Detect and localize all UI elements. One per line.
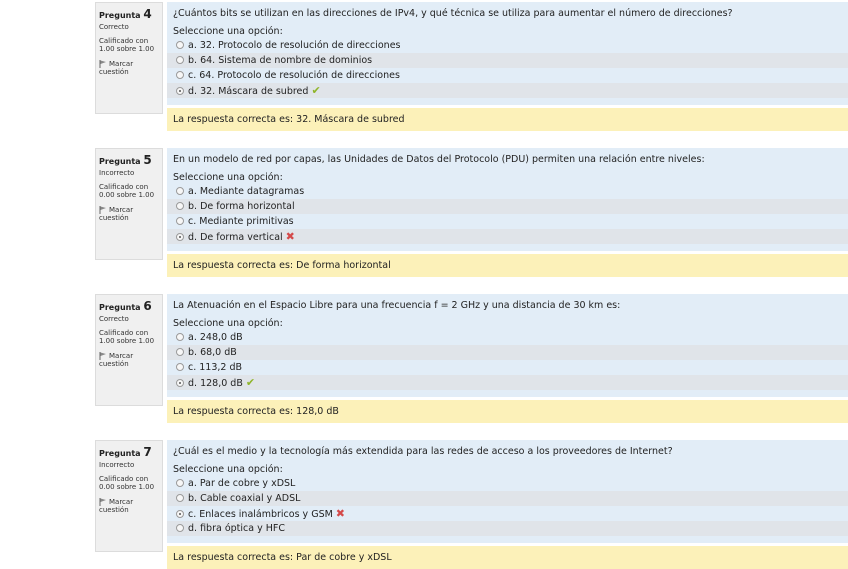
- question-number: [99, 153, 159, 167]
- answer-option-label: d. 128,0 dB: [188, 378, 243, 389]
- answer-option[interactable]: [167, 199, 848, 214]
- answer-option-label: d. De forma vertical: [188, 232, 283, 243]
- answer-option[interactable]: [167, 214, 848, 229]
- question-content: [167, 148, 848, 251]
- correct-answer-feedback: La respuesta correcta es: De forma horizontal: [167, 254, 848, 277]
- answer-option[interactable]: [167, 345, 848, 360]
- correct-answer-feedback: La respuesta correcta es: Par de cobre y xDSL: [167, 546, 848, 569]
- question-state: Correcto: [99, 23, 129, 31]
- check-icon: ✔: [245, 376, 256, 389]
- answer-options: [167, 184, 848, 244]
- answer-option[interactable]: [167, 38, 848, 53]
- answer-option-label: a. Par de cobre y xDSL: [188, 478, 296, 489]
- radio-button[interactable]: [176, 187, 184, 195]
- question-number-value: 7: [143, 445, 152, 459]
- select-option-prompt: Seleccione una opción:: [173, 26, 283, 37]
- check-icon: ✔: [311, 84, 321, 97]
- answer-option[interactable]: [167, 521, 848, 536]
- answer-option-label: a. 32. Protocolo de resolución de direcciones: [188, 40, 401, 51]
- flag-icon: [99, 498, 107, 506]
- question-number: [99, 445, 159, 459]
- question-label: Pregunta: [99, 157, 141, 166]
- answer-option[interactable]: [167, 360, 848, 375]
- flag-icon: [99, 206, 107, 214]
- answer-option-label: b. De forma horizontal: [188, 201, 295, 212]
- question-info: [95, 294, 163, 406]
- radio-button[interactable]: [176, 348, 184, 356]
- radio-button[interactable]: [176, 363, 184, 371]
- answer-option-label: c. 64. Protocolo de resolución de direcciones: [188, 70, 400, 81]
- answer-option-label: a. Mediante datagramas: [188, 186, 305, 197]
- question-label: Pregunta: [99, 449, 141, 458]
- question-grade: Calificado con 1.00 sobre 1.00: [99, 37, 155, 53]
- answer-option-label: b. Cable coaxial y ADSL: [188, 493, 301, 504]
- answer-option-label: c. Enlaces inalámbricos y GSM: [188, 509, 333, 520]
- flag-question-link[interactable]: [99, 206, 159, 222]
- flag-question-link[interactable]: [99, 352, 159, 368]
- correct-answer-feedback: La respuesta correcta es: 32. Máscara de subred: [167, 108, 848, 131]
- answer-option-label: d. 32. Máscara de subred: [188, 86, 309, 97]
- cross-icon: ✖: [285, 230, 295, 243]
- question-state: Correcto: [99, 315, 129, 323]
- radio-button[interactable]: [176, 202, 184, 210]
- answer-option[interactable]: [167, 184, 848, 199]
- answer-option[interactable]: [167, 53, 848, 68]
- flag-icon: [99, 60, 107, 68]
- question-grade: Calificado con 1.00 sobre 1.00: [99, 329, 155, 345]
- flag-question-label: Marcar cuestión: [99, 60, 134, 76]
- answer-option[interactable]: [167, 330, 848, 345]
- question-number-value: 5: [143, 153, 152, 167]
- answer-option-label: c. Mediante primitivas: [188, 216, 294, 227]
- select-option-prompt: Seleccione una opción:: [173, 172, 283, 183]
- flag-question-label: Marcar cuestión: [99, 352, 134, 368]
- radio-button[interactable]: [176, 217, 184, 225]
- correct-answer-feedback: La respuesta correcta es: 128,0 dB: [167, 400, 848, 423]
- flag-icon: [99, 352, 107, 360]
- radio-button[interactable]: [176, 524, 184, 532]
- question-text: En un modelo de red por capas, las Unidades de Datos del Protocolo (PDU) permiten una relación entre niveles:: [173, 154, 705, 165]
- answer-option-label: b. 68,0 dB: [188, 347, 237, 358]
- answer-option-label: b. 64. Sistema de nombre de dominios: [188, 55, 373, 66]
- radio-button[interactable]: [176, 56, 184, 64]
- question-text: La Atenuación en el Espacio Libre para una frecuencia f = 2 GHz y una distancia de 30 km es:: [173, 300, 621, 311]
- question-info: [95, 440, 163, 552]
- question-label: Pregunta: [99, 303, 141, 312]
- question-text: ¿Cuál es el medio y la tecnología más extendida para las redes de acceso a los proveedores de Internet?: [173, 446, 673, 457]
- question-info: [95, 148, 163, 260]
- radio-button[interactable]: [176, 510, 184, 518]
- answer-option-label: d. fibra óptica y HFC: [188, 523, 285, 534]
- question-grade: Calificado con 0.00 sobre 1.00: [99, 183, 155, 199]
- question-state: Incorrecto: [99, 169, 135, 177]
- question-content: [167, 440, 848, 543]
- question-content: [167, 2, 848, 105]
- answer-option[interactable]: [167, 83, 848, 98]
- select-option-prompt: Seleccione una opción:: [173, 318, 283, 329]
- question-grade: Calificado con 0.00 sobre 1.00: [99, 475, 155, 491]
- radio-button[interactable]: [176, 87, 184, 95]
- radio-button[interactable]: [176, 379, 184, 387]
- question-label: Pregunta: [99, 11, 141, 20]
- flag-question-label: Marcar cuestión: [99, 498, 134, 514]
- radio-button[interactable]: [176, 41, 184, 49]
- answer-option[interactable]: [167, 229, 848, 244]
- answer-option[interactable]: [167, 506, 848, 521]
- answer-option[interactable]: [167, 375, 848, 390]
- question-info: [95, 2, 163, 114]
- question-number: [99, 7, 159, 21]
- answer-option[interactable]: [167, 68, 848, 83]
- radio-button[interactable]: [176, 479, 184, 487]
- flag-question-link[interactable]: [99, 60, 159, 76]
- question-number-value: 6: [143, 299, 152, 313]
- answer-options: [167, 38, 848, 98]
- question-content: [167, 294, 848, 397]
- answer-option-label: c. 113,2 dB: [188, 362, 243, 373]
- answer-option[interactable]: [167, 491, 848, 506]
- answer-option[interactable]: [167, 476, 848, 491]
- select-option-prompt: Seleccione una opción:: [173, 464, 283, 475]
- question-text: ¿Cuántos bits se utilizan en las direcciones de IPv4, y qué técnica se utiliza para aumentar el número de direcciones?: [173, 8, 733, 19]
- radio-button[interactable]: [176, 494, 184, 502]
- flag-question-link[interactable]: [99, 498, 159, 514]
- cross-icon: ✖: [335, 507, 346, 520]
- flag-question-label: Marcar cuestión: [99, 206, 134, 222]
- radio-button[interactable]: [176, 71, 184, 79]
- answer-options: [167, 476, 848, 536]
- answer-options: [167, 330, 848, 390]
- answer-option-label: a. 248,0 dB: [188, 332, 243, 343]
- question-number-value: 4: [143, 7, 152, 21]
- question-number: [99, 299, 159, 313]
- radio-button[interactable]: [176, 333, 184, 341]
- radio-button[interactable]: [176, 233, 184, 241]
- question-state: Incorrecto: [99, 461, 135, 469]
